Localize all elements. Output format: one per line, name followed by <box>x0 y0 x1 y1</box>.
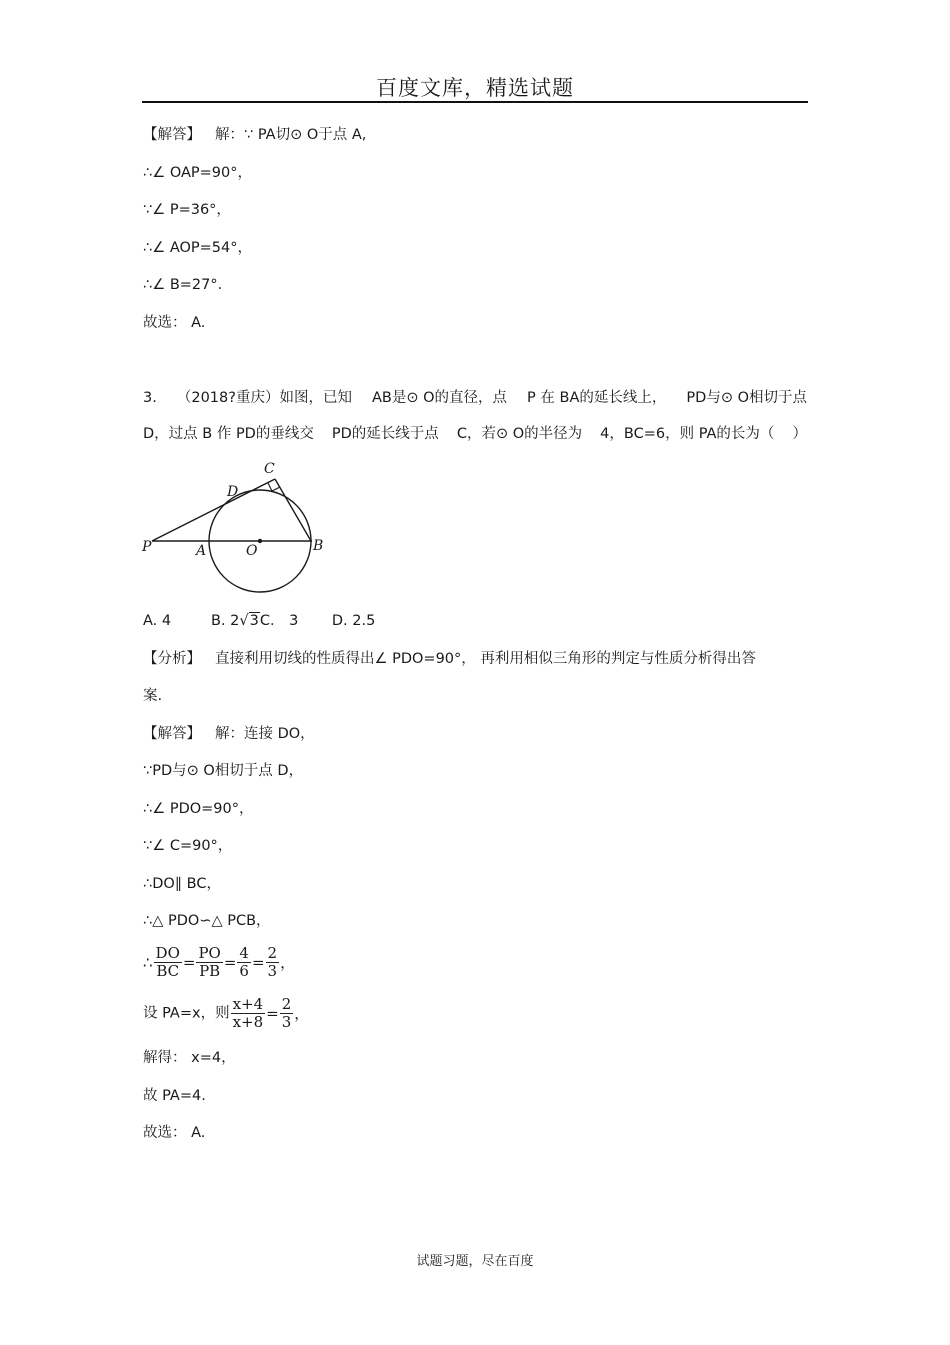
label-c: C <box>264 461 275 477</box>
analysis-text: 直接利用切线的性质得出∠ PDO=90°， 再利用相似三角形的判定与性质分析得出答 <box>215 651 756 667</box>
answer2-line4: ∵∠ C=90°， <box>143 838 233 854</box>
answer-text: 解：∵ PA切⊙ O于点 A, <box>215 127 367 143</box>
option-c: C． 3 <box>259 613 299 629</box>
label-a: A <box>196 543 207 559</box>
q3-part: （2018?重庆）如图，已知 <box>176 390 352 406</box>
answer2-line2: ∵PD与⊙ O相切于点 D， <box>143 763 304 779</box>
equals-sign: = <box>223 953 237 972</box>
page-header-title: 百度文库，精选试题 <box>376 76 574 100</box>
label-b: B <box>313 538 324 554</box>
therefore-symbol: ∴ <box>143 953 153 972</box>
answer-text: 解：连接 DO， <box>215 726 315 742</box>
header-divider <box>142 101 808 103</box>
answer2-line6: ∴△ PDO∽△ PCB， <box>143 913 271 929</box>
equals-sign: = <box>251 953 265 972</box>
label-p: P <box>142 539 152 555</box>
answer1-line1 <box>143 125 366 145</box>
answer2-line5: ∴DO∥ BC， <box>143 876 221 892</box>
answer2-choice: 故选： A. <box>143 1125 206 1141</box>
answer1-line3: ∵∠ P=36°， <box>143 202 231 218</box>
question3-options <box>143 611 375 631</box>
answer-tag: 【解答】 <box>143 726 201 742</box>
q3-part: D，过点 B 作 PD的垂线交 <box>143 426 314 442</box>
answer-tag: 【解答】 <box>143 127 201 143</box>
answer1-line6: 故选： A. <box>143 315 206 331</box>
line-pc <box>152 479 275 541</box>
answer1-line2: ∴∠ OAP=90°， <box>143 165 253 181</box>
label-o: O <box>246 543 258 559</box>
q3-part: PD与⊙ O相切于点 <box>686 390 807 406</box>
answer2-solve: 解得： x=4， <box>143 1050 236 1066</box>
ratio-equation: ∴ $\frac{DO}{BC}$ = $\frac{PO}{PB}$ = $\frac{4}{6}$ = $\frac{2}{3}$ ， <box>143 944 296 980</box>
q3-part: AB是⊙ O的直径，点 <box>371 390 508 406</box>
answer2-line3: ∴∠ PDO=90°， <box>143 801 254 817</box>
page-footer: 试题习题，尽在百度 <box>416 1254 534 1269</box>
answer2-result: 故 PA=4. <box>143 1088 206 1104</box>
question3-line2 <box>143 424 807 444</box>
q3-part: ） <box>792 426 807 442</box>
sqrt-icon: √ <box>239 613 249 629</box>
line-cb <box>275 479 311 541</box>
geometry-diagram <box>140 455 340 605</box>
equals-sign: = <box>182 953 196 972</box>
question3-line1 <box>143 388 807 408</box>
fraction-do-bc: $\frac{DO}{BC}$ <box>155 944 180 980</box>
option-b-prefix: B. 2 <box>211 613 240 629</box>
answer1-line4: ∴∠ AOP=54°， <box>143 240 253 256</box>
q3-part: P 在 BA的延长线上， <box>527 390 667 406</box>
q3-part: 3. <box>143 390 157 406</box>
fraction-x4-x8: $\frac{x+4}{x+8}$ <box>232 995 264 1031</box>
analysis-line1 <box>143 649 756 669</box>
q3-part: C，若⊙ O的半径为 <box>456 426 583 442</box>
label-d: D <box>227 484 239 500</box>
analysis-tag: 【分析】 <box>143 651 201 667</box>
q3-part: 4，BC=6，则 PA的长为（ <box>600 426 775 442</box>
setup-text: 设 PA=x，则 <box>143 1005 230 1022</box>
option-d: D. 2.5 <box>331 613 376 629</box>
equals-sign: = <box>266 1004 279 1023</box>
q3-part: PD的延长线于点 <box>331 426 439 442</box>
answer2-line1 <box>143 724 315 744</box>
fraction-2-3: $\frac{2}{3}$ <box>281 995 292 1031</box>
setup-equation: 设 PA=x，则 $\frac{x+4}{x+8}$ = $\frac{2}{3}$ ， <box>143 995 310 1031</box>
analysis-line2: 案. <box>143 688 163 704</box>
fraction-po-pb: $\frac{PO}{PB}$ <box>198 944 221 980</box>
option-a: A. 4 <box>143 613 172 629</box>
answer1-line5: ∴∠ B=27°． <box>143 277 233 293</box>
fraction-2-3: $\frac{2}{3}$ <box>267 944 278 980</box>
fraction-4-6: $\frac{4}{6}$ <box>239 944 249 980</box>
option-b-radicand: 3 <box>249 613 259 629</box>
center-point <box>258 539 262 543</box>
option-b <box>211 611 260 631</box>
